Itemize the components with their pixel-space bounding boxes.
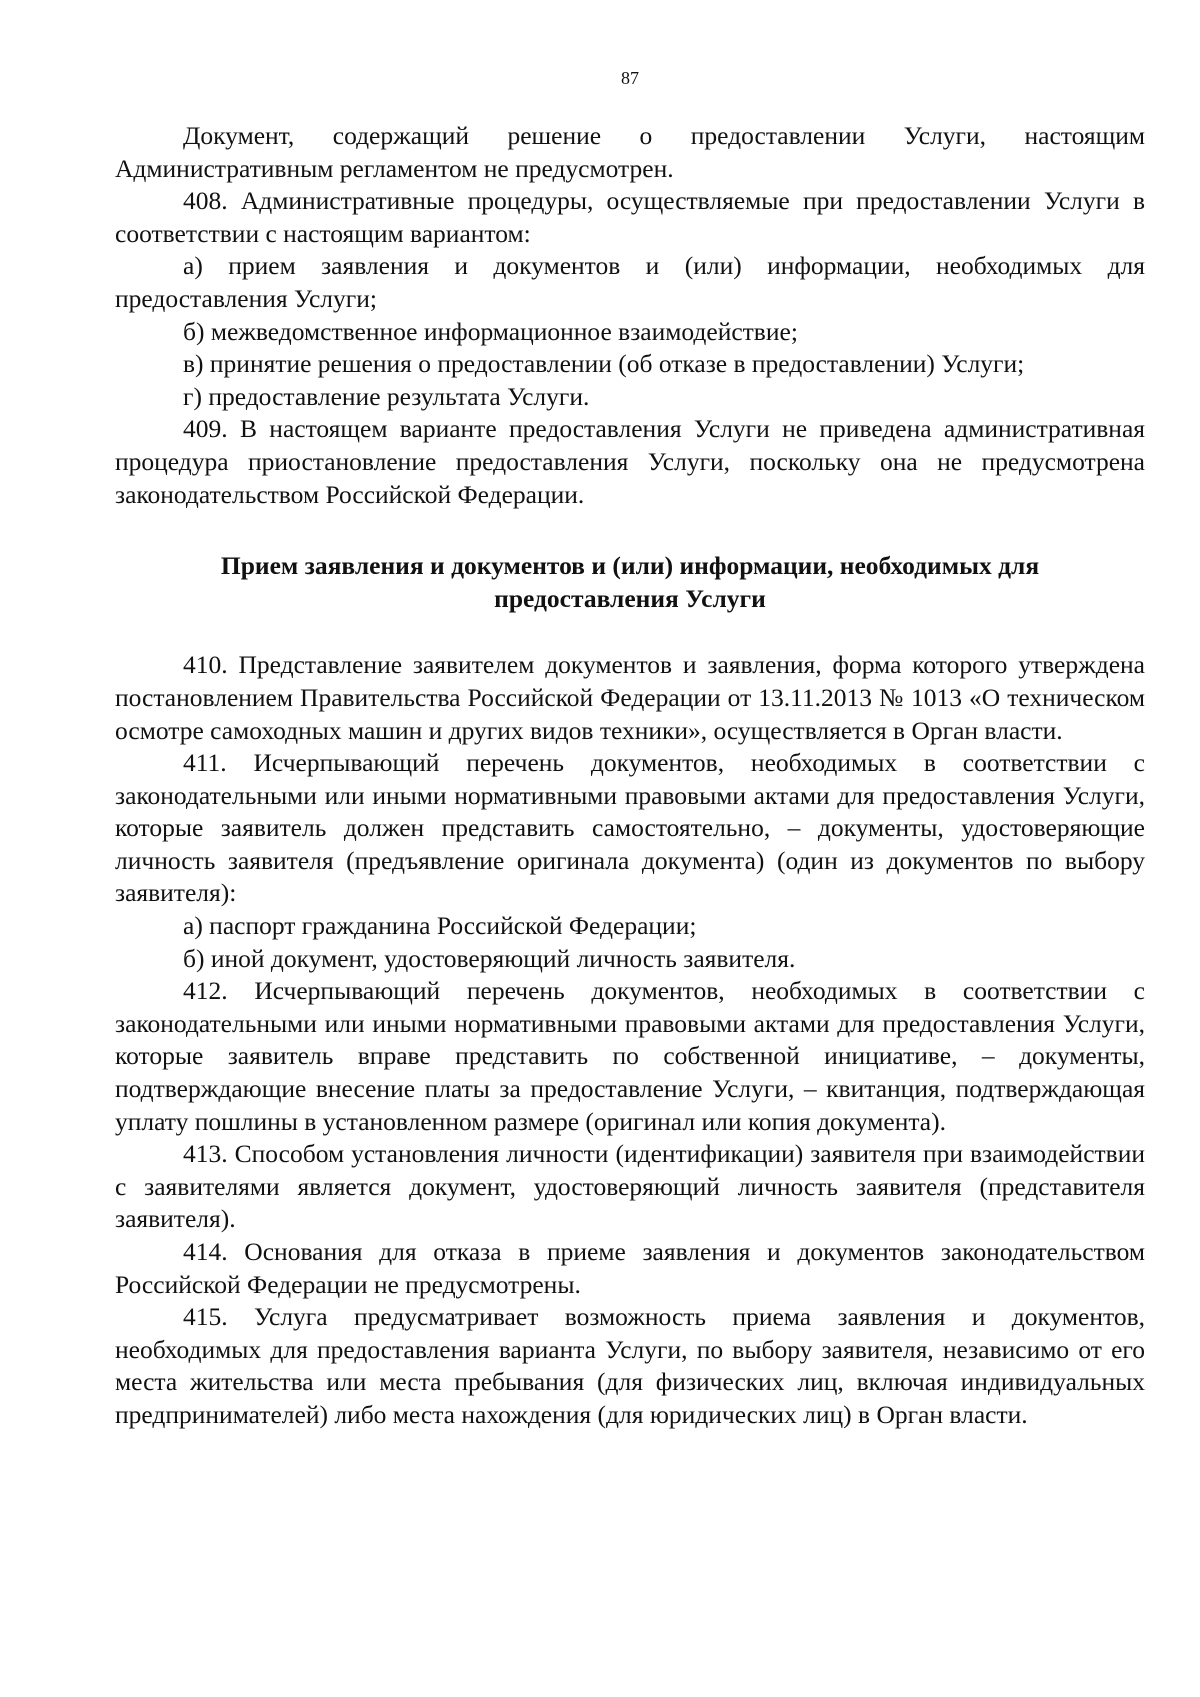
paragraph-408-item-g: г) предоставление результата Услуги.	[183, 381, 590, 411]
page-number: 87	[621, 68, 639, 88]
paragraph-408-item-b: б) межведомственное информационное взаимодействие;	[183, 316, 798, 346]
paragraph-document-decision: Документ, содержащий решение о предоставлении Услуги, настоящим Административным регламентом не предусмотрен.	[115, 121, 1145, 183]
paragraph-412: 412. Исчерпывающий перечень документов, необходимых в соответствии с законодательными или иными нормативными правовыми актами для предоставления Услуги, которые заявитель вправе представить по собственной инициативе, – документы, подтверждающие внесение платы за предоставление Услуги, – квитанция, подтверждающая уплату пошлины в установленном размере (оригинал или копия документа).	[115, 976, 1145, 1136]
paragraph-415: 415. Услуга предусматривает возможность приема заявления и документов, необходимых для предоставления варианта Услуги, по выбору заявителя, независимо от его места жительства или места пребывания (для физических лиц, включая индивидуальных предпринимателей) либо места нахождения (для юридических лиц) в Орган власти.	[115, 1302, 1145, 1429]
paragraph-408: 408. Административные процедуры, осуществляемые при предоставлении Услуги в соответствии с настоящим вариантом:	[115, 186, 1145, 248]
paragraph-411-item-b: б) иной документ, удостоверяющий личность заявителя.	[183, 943, 796, 973]
paragraph-413: 413. Способом установления личности (идентификации) заявителя при взаимодействии с заявителями является документ, удостоверяющий личность заявителя (представителя заявителя).	[115, 1139, 1145, 1234]
paragraph-410: 410. Представление заявителем документов и заявления, форма которого утверждена постановлением Правительства Российской Федерации от 13.11.2013 № 1013 «О техническом осмотре самоходных машин и других видов техники», осуществляется в Орган власти.	[115, 650, 1145, 745]
paragraph-408-item-a: а) прием заявления и документов и (или) информации, необходимых для предоставления Услуги;	[115, 251, 1145, 313]
section-heading	[115, 550, 1145, 615]
paragraph-411-item-a: а) паспорт гражданина Российской Федерации;	[183, 911, 697, 941]
section-heading-line-2: предоставления Услуги	[494, 583, 766, 613]
paragraph-414: 414. Основания для отказа в приеме заявления и документов законодательством Российской Федерации не предусмотрены.	[115, 1237, 1145, 1299]
document-body	[115, 120, 1145, 1432]
section-heading-line-1: Прием заявления и документов и (или) информации, необходимых для	[220, 551, 1040, 581]
paragraph-409: 409. В настоящем варианте предоставления Услуги не приведена административная процедура приостановление предоставления Услуги, поскольку она не предусмотрена законодательством Российской Федерации.	[115, 414, 1145, 509]
paragraph-408-item-v: в) принятие решения о предоставлении (об отказе в предоставлении) Услуги;	[183, 349, 1025, 379]
paragraph-411: 411. Исчерпывающий перечень документов, необходимых в соответствии с законодательными или иными нормативными правовыми актами для предоставления Услуги, которые заявитель должен представить самостоятельно, – документы, удостоверяющие личность заявителя (предъявление оригинала документа) (один из документов по выбору заявителя):	[115, 748, 1145, 908]
